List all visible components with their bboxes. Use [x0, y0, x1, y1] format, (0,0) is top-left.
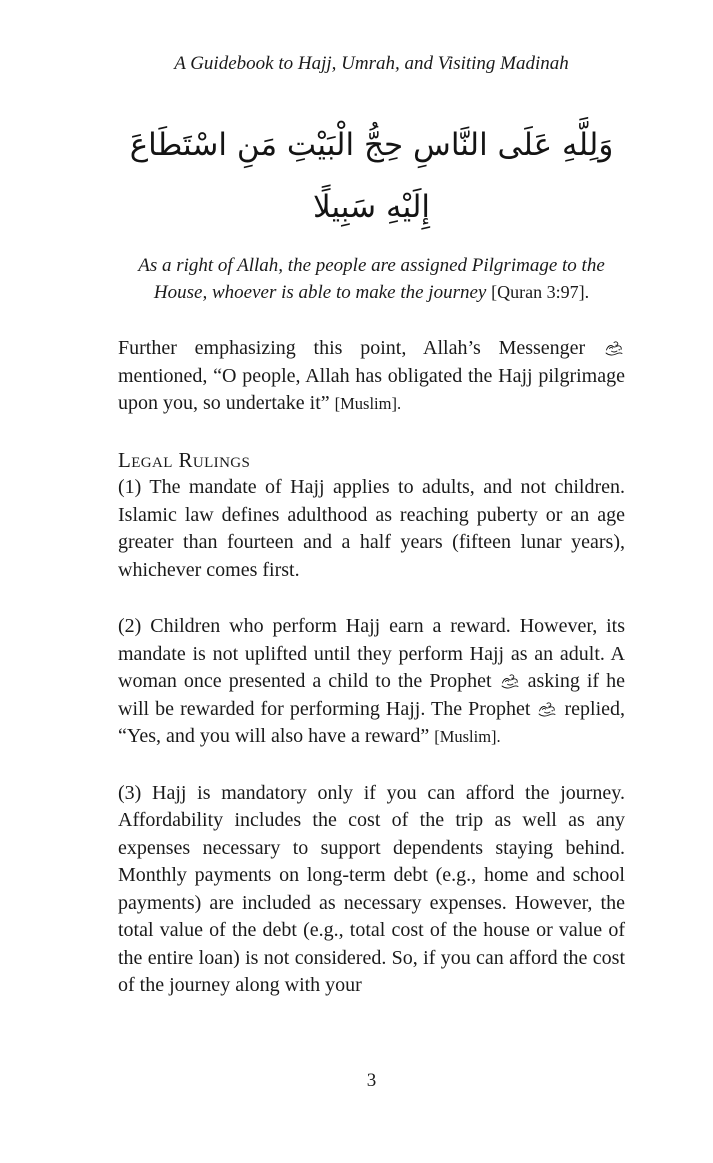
verse-translation — [118, 252, 625, 306]
verse-translation-text: As a right of Allah, the people are assigned Pilgrimage to the House, whoever is able to make the journey — [138, 255, 605, 303]
pbuh-calligraphy-icon — [604, 338, 624, 358]
arabic-verse-line-1: وَلِلَّهِ عَلَى النَّاسِ حِجُّ الْبَيْتِ مَنِ اسْتَطَاعَ — [129, 127, 614, 163]
intro-text-part1: Further emphasizing this point, Allah’s Messenger — [118, 337, 586, 359]
ruling-3-paragraph: (3) Hajj is mandatory only if you can afford the journey. Affordability includes the cost of the trip as well as any expenses necessary to support dependents staying behind. Monthly payments on long-term debt (e.g., home and school payments) are included as necessary expenses. However, the total value of the debt (e.g., total cost of the house or value of the entire loan) is not considered. So, if you can afford the cost of the journey along with your — [118, 781, 625, 996]
ruling-2-text-part1: (2) Children who perform Hajj earn a reward. However, its mandate is not uplifted until they perform Hajj as an adult. A woman once presented a child to the Prophet — [118, 615, 625, 692]
pbuh-calligraphy-icon — [500, 671, 520, 691]
ruling-1-paragraph: (1) The mandate of Hajj applies to adults, and not children. Islamic law defines adulthood as reaching puberty or an age greater than fourteen and a half years (fifteen lunar years), whichever comes first. — [118, 476, 625, 581]
arabic-verse-line-2: إِلَيْهِ سَبِيلًا — [312, 189, 431, 225]
section-heading-legal-rulings: Legal Rulings — [118, 447, 251, 472]
verse-citation: [Quran 3:97]. — [491, 282, 590, 302]
arabic-verse — [118, 114, 625, 238]
ruling-2-text-part2: asking if he will be rewarded for performing Hajj. The Prophet — [118, 670, 625, 720]
ruling-2-citation: [Muslim]. — [434, 727, 501, 746]
ruling-2-paragraph — [118, 613, 625, 751]
pbuh-calligraphy-icon — [537, 699, 557, 719]
ruling-2-text-part3: replied, “Yes, and you will also have a reward” — [118, 697, 625, 747]
intro-citation: [Muslim]. — [334, 394, 402, 413]
page-number: 3 — [366, 1070, 377, 1091]
text-column — [118, 0, 625, 1000]
running-header: A Guidebook to Hajj, Umrah, and Visiting Madinah — [174, 53, 569, 74]
intro-paragraph — [118, 335, 625, 418]
intro-text-part2: mentioned, “O people, Allah has obligated the Hajj pilgrimage upon you, so undertake it” — [118, 364, 625, 414]
